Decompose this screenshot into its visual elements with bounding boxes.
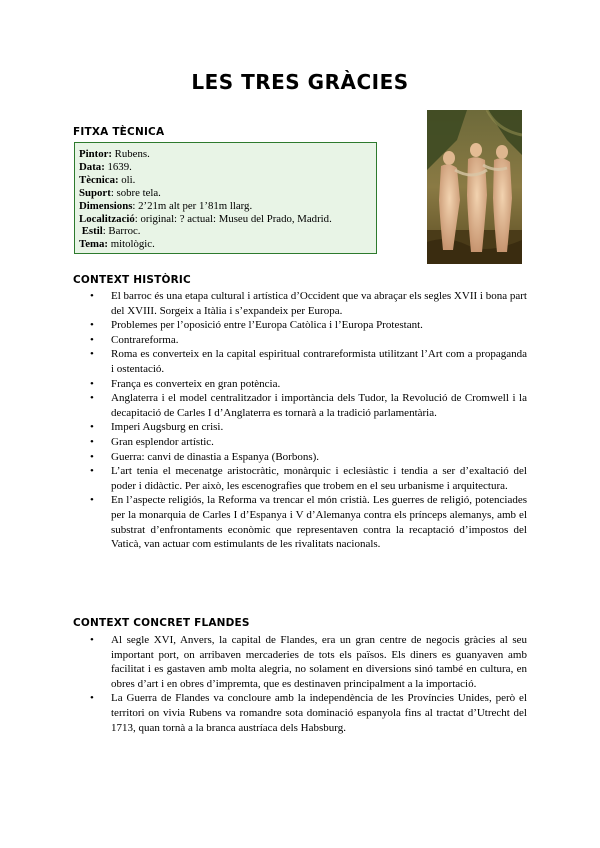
context-concret-list — [73, 633, 527, 735]
list-item: • La Guerra de Flandes va concloure amb la independència de les Províncies Unides, però el territori on vivia Rubens va romandre sota dominació espanyola fins al tractat d’Utrecht del 1713, quan tornà a la branca austríaca dels Habsburg. — [73, 691, 527, 735]
list-item: • En l’aspecte religiós, la Reforma va trencar el món cristià. Les guerres de religió, potenciades per la monarquia de Carles I d’Espanya i V d’Alemanya contra els prínceps alemanys, amb el substrat d’enfrontaments econòmic que representaven contra la recaptació d’impostos del Vaticà, van actuar com estimulants de les rivalitats nacionals. — [73, 493, 527, 551]
list-item: • Gran esplendor artístic. — [73, 435, 527, 450]
list-item: • L’art tenia el mecenatge aristocràtic, monàrquic i eclesiàstic i tendia a ser d’exaltació del poder i didàctic. Per això, les escenografies que trobem en el seu urbanisme i arquitectura. — [73, 464, 527, 493]
list-item: • França es converteix en gran potència. — [73, 377, 527, 392]
fitxa-row-pintor: Pintor: Rubens. — [79, 148, 150, 160]
fitxa-row-suport: Suport: sobre tela. — [79, 186, 161, 199]
context-historic-heading: CONTEXT HISTÒRIC — [73, 274, 191, 286]
fitxa-tecnica-heading: FITXA TÈCNICA — [73, 126, 165, 138]
list-item: • Contrareforma. — [73, 333, 527, 348]
list-item: • Roma es converteix en la capital espiritual contrareformista utilitzant l’Art com a propaganda i ostentació. — [73, 347, 527, 376]
list-item: • Anglaterra i el model centralitzador i importància dels Tudor, la Revolució de Cromwell i la decapitació de Carles I d’Anglaterra es tornarà a la tradició parlamentària. — [73, 391, 527, 420]
fitxa-row-tecnica: Tècnica: oli. — [79, 173, 136, 186]
fitxa-row-estil: Estil: Barroc. — [79, 225, 141, 238]
list-item: • Al segle XVI, Anvers, la capital de Flandes, era un gran centre de negocis gràcies al seu important port, on arribaven mercaderies de tots els països. Els diners es guanyaven amb facilitat i es gastaven amb molta alegria, no solament en diversions sinó també en cultura, en obres d’art i en obres d’impremta, que es destinaven principalment a la importació. — [73, 633, 527, 691]
fitxa-row-dimensions: Dimensions: 2’21m alt per 1’81m llarg. — [79, 199, 253, 212]
page-title: LES TRES GRÀCIES — [191, 70, 409, 94]
fitxa-row-data: Data: 1639. — [79, 160, 132, 173]
list-item: • Imperi Augsburg en crisi. — [73, 420, 527, 435]
context-historic-list — [73, 289, 527, 552]
fitxa-tecnica-box — [74, 142, 377, 254]
fitxa-row-localitzacio: Localització: original: ? actual: Museu del Prado, Madrid. — [79, 212, 332, 225]
list-item: • Problemes per l’oposició entre l’Europa Catòlica i l’Europa Protestant. — [73, 318, 527, 333]
fitxa-row-tema: Tema: mitològic. — [79, 238, 155, 251]
painting-thumbnail — [427, 110, 522, 264]
list-item: • El barroc és una etapa cultural i artística d’Occident que va abraçar els segles XVII i bona part del XVIII. Sorgeix a Itàlia i s’expandeix per Europa. — [73, 289, 527, 318]
context-concret-heading: CONTEXT CONCRET FLANDES — [73, 617, 250, 629]
list-item: • Guerra: canvi de dinastia a Espanya (Borbons). — [73, 450, 527, 465]
